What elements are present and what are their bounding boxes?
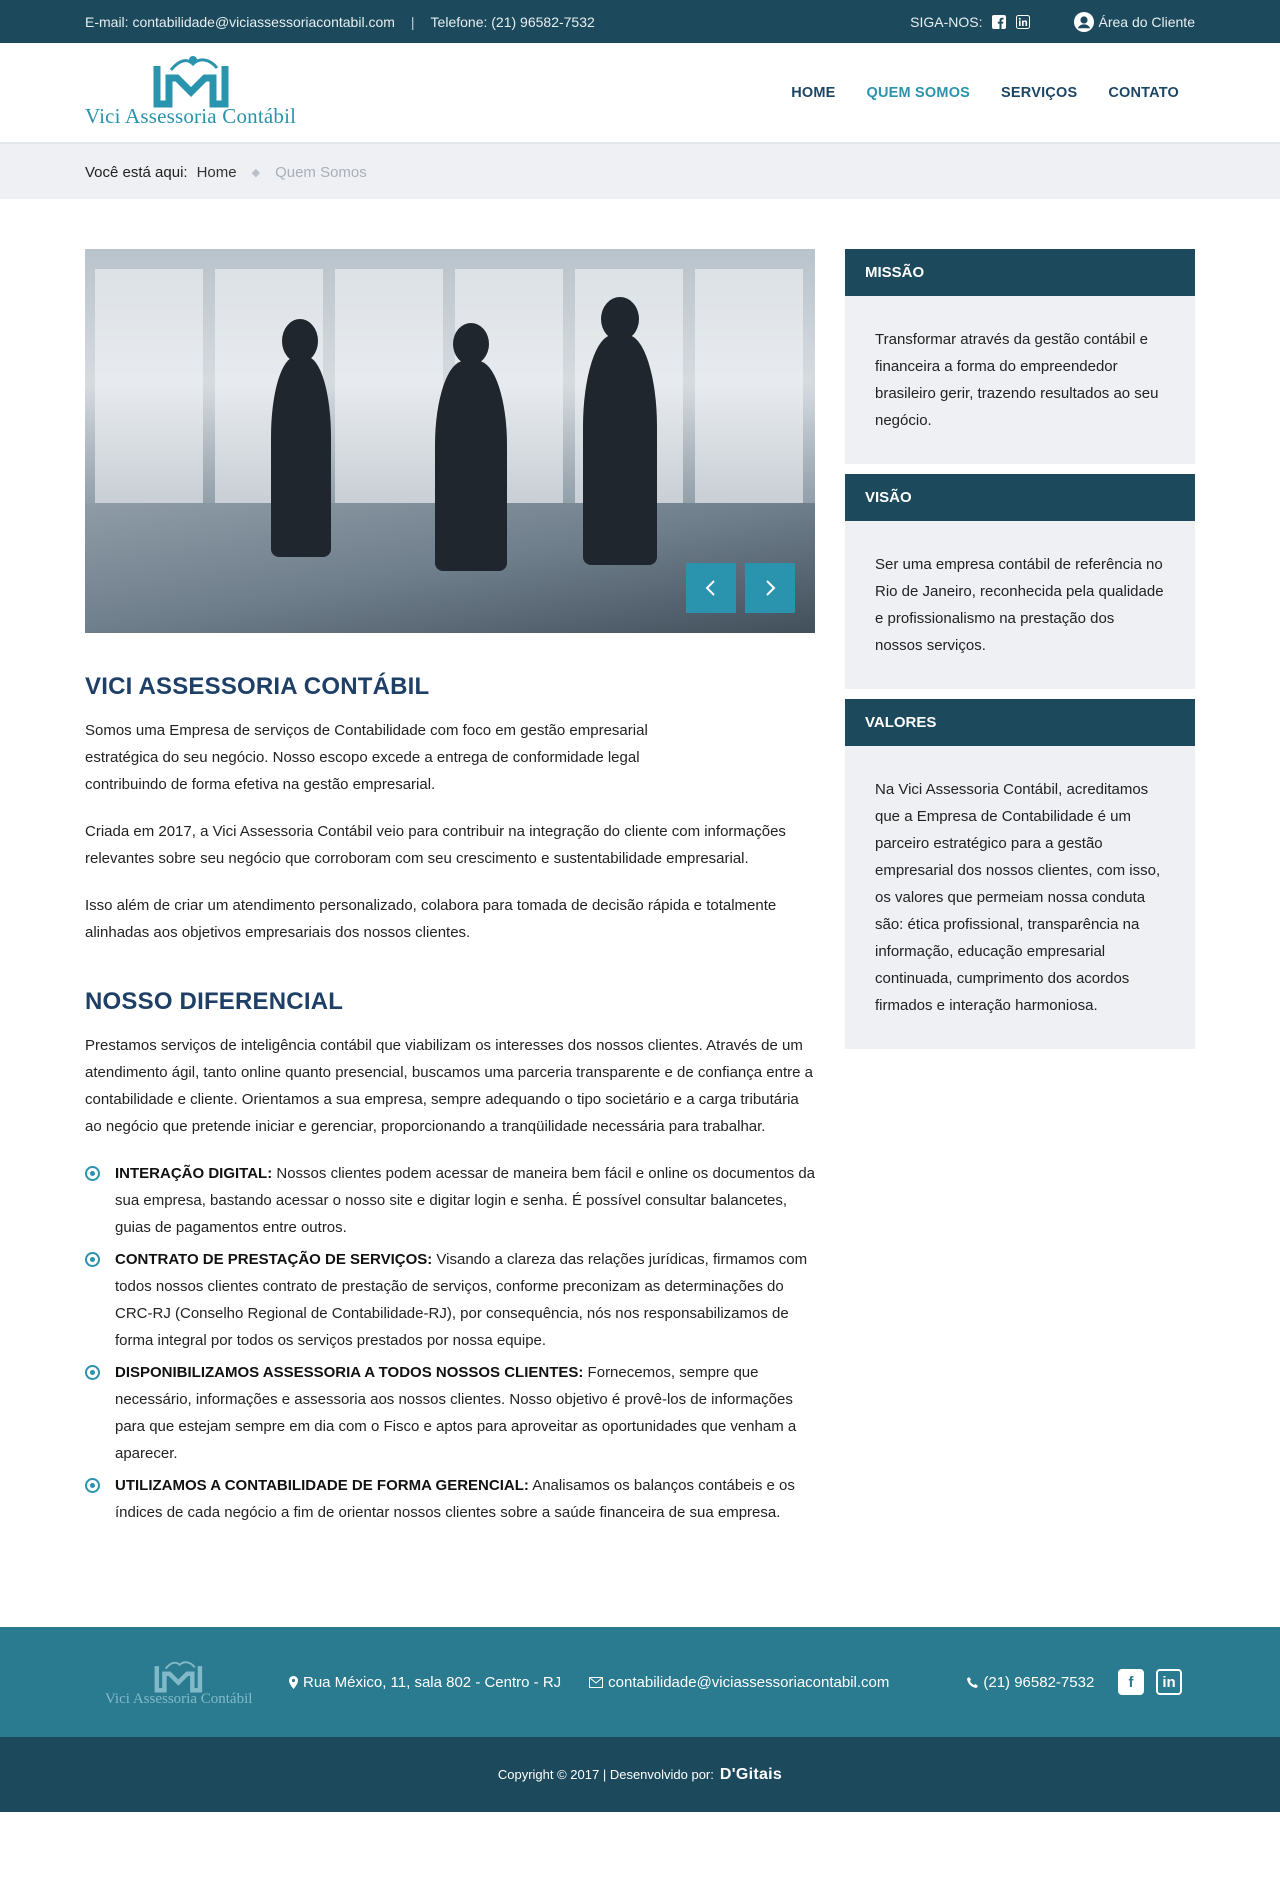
footer-logo-text: Vici Assessoria Contábil <box>105 1690 253 1707</box>
mission-title: MISSÃO <box>845 249 1195 296</box>
list-item <box>85 1246 815 1354</box>
differential-title: NOSSO DIFERENCIAL <box>85 988 344 1015</box>
list-item-text: Fornecemos, sempre que necessário, informações e assessoria aos nossos clientes. Nosso objetivo é provê-los de informações para que estejam sempre em dia com o Fisco e aptos para aproveitar as oportunidades que venham a aparecer. <box>115 1364 797 1462</box>
breadcrumb-current: Quem Somos <box>275 163 367 181</box>
vision-title: VISÃO <box>845 474 1195 521</box>
main-nav <box>791 85 1179 101</box>
mission-box <box>845 249 1195 464</box>
target-bullet-icon <box>85 1252 100 1267</box>
about-paragraph: Criada em 2017, a Vici Assessoria Contábil veio para contribuir na integração do cliente com informações relevantes sobre seu negócio que corroboram com seu crescimento e sustentabilidade empresarial. <box>85 823 786 867</box>
logo-mark-icon <box>151 52 233 108</box>
nav-servicos[interactable]: SERVIÇOS <box>1001 85 1078 101</box>
list-item-title: INTERAÇÃO DIGITAL: <box>115 1165 273 1182</box>
logo-text: Vici Assessoria Contábil <box>85 103 297 128</box>
chevron-left-icon <box>704 579 718 597</box>
slider-person-decor <box>271 357 331 557</box>
top-phone[interactable]: Telefone: (21) 96582-7532 <box>430 13 595 30</box>
breadcrumb-label: Você está aqui: <box>85 163 188 181</box>
top-divider: | <box>410 13 415 30</box>
linkedin-icon[interactable] <box>1016 15 1030 29</box>
user-icon <box>1074 12 1094 32</box>
footer-logo[interactable] <box>105 1657 265 1708</box>
site-footer <box>0 1627 1280 1737</box>
slider-window-decor <box>95 269 203 519</box>
site-logo[interactable] <box>85 58 296 129</box>
list-item-text: Visando a clareza das relações jurídicas, firmamos com todos nossos clientes contrato de prestação de serviços, conforme preconizam as determinações do CRC-RJ (Conselho Regional de Contabilidade-RJ), por consequência, nós nos responsabilizamos de forma integral por todos os serviços prestados por nossa equipe. <box>115 1251 808 1349</box>
nav-quem-somos[interactable]: QUEM SOMOS <box>866 85 971 101</box>
list-item-title: CONTRATO DE PRESTAÇÃO DE SERVIÇOS: <box>115 1251 433 1268</box>
footer-email-text: contabilidade@viciassessoriacontabil.com <box>608 1673 890 1691</box>
copyright-bar <box>0 1737 1280 1812</box>
footer-address <box>289 1674 561 1691</box>
facebook-icon[interactable] <box>992 15 1006 29</box>
list-item <box>85 1359 815 1467</box>
list-item <box>85 1160 815 1241</box>
values-title: VALORES <box>845 699 1195 746</box>
list-item-text: Analisamos os balanços contábeis e os índices de cada negócio a fim de orientar nossos clientes sobre a saúde financeira de sua empresa. <box>115 1477 795 1521</box>
vision-box <box>845 474 1195 689</box>
list-item-text: Nossos clientes podem acessar de maneira bem fácil e online os documentos da sua empresa, bastando acessar o nosso site e digitar login e senha. É possível consultar balancetes, guias de pagamentos entre outros. <box>115 1165 816 1236</box>
footer-phone[interactable] <box>967 1674 1094 1691</box>
copyright-text: Copyright © 2017 | Desenvolvido por: <box>497 1767 714 1782</box>
values-text: Na Vici Assessoria Contábil, acreditamos que a Empresa de Contabilidade é um parceiro estratégico para a gestão empresarial dos nossos clientes, com isso, os valores que permeiam nossa conduta são: ética profissional, transparência na informação, educação empresarial continuada, cumprimento dos acordos firmados e interação harmoniosa. <box>845 746 1195 1049</box>
slider-window-decor <box>335 269 443 519</box>
target-bullet-icon <box>85 1478 100 1493</box>
slider-person-decor <box>583 335 657 565</box>
mission-text: Transformar através da gestão contábil e financeira a forma do empreendedor brasileiro gerir, trazendo resultados ao seu negócio. <box>845 296 1195 464</box>
envelope-icon <box>589 1677 603 1688</box>
target-bullet-icon <box>85 1365 100 1380</box>
client-area-label: Área do Cliente <box>1098 13 1195 30</box>
list-item-title: UTILIZAMOS A CONTABILIDADE DE FORMA GERENCIAL: <box>115 1477 529 1494</box>
follow-label: SIGA-NOS: <box>910 13 983 30</box>
target-bullet-icon <box>85 1166 100 1181</box>
about-paragraph: Somos uma Empresa de serviços de Contabilidade com foco em gestão empresarial estratégica do seu negócio. Nosso escopo excede a entrega de conformidade legal contribuindo de forma efetiva na gestão empresarial. <box>85 722 648 793</box>
footer-logo-mark-icon <box>153 1657 205 1693</box>
top-bar <box>0 0 1280 43</box>
list-item <box>85 1472 815 1526</box>
slider-person-decor <box>435 361 507 571</box>
nav-home[interactable]: HOME <box>791 85 836 101</box>
slider-next-button[interactable] <box>745 563 795 613</box>
about-title: VICI ASSESSORIA CONTÁBIL <box>85 673 430 700</box>
image-slider <box>85 249 815 633</box>
footer-linkedin-icon[interactable]: in <box>1156 1669 1182 1695</box>
list-item-title: DISPONIBILIZAMOS ASSESSORIA A TODOS NOSSOS CLIENTES: <box>115 1364 584 1381</box>
sidebar <box>845 249 1195 1531</box>
differential-list <box>85 1160 815 1526</box>
vision-text: Ser uma empresa contábil de referência no Rio de Janeiro, reconhecida pela qualidade e profissionalismo na prestação dos nossos serviços. <box>845 521 1195 689</box>
values-box <box>845 699 1195 1049</box>
slider-window-decor <box>695 269 803 519</box>
breadcrumb-separator-icon: ◆ <box>251 166 261 179</box>
site-header <box>0 43 1280 143</box>
map-marker-icon <box>289 1676 298 1689</box>
breadcrumb <box>0 143 1280 199</box>
differential-intro: Prestamos serviços de inteligência contábil que viabilizam os interesses dos nossos clientes. Através de um atendimento ágil, tanto online quanto presencial, buscamos uma parceria transparente e de confiança entre a contabilidade e cliente. Orientamos a sua empresa, sempre adequando o tipo societário e a carga tributária ao negócio que pretende iniciar e gerenciar, proporcionando a tranqüilidade necessária para trabalhar. <box>85 1037 813 1135</box>
top-email[interactable]: E-mail: contabilidade@viciassessoriacontabil.com <box>85 13 395 30</box>
slider-prev-button[interactable] <box>686 563 736 613</box>
footer-address-text: Rua México, 11, sala 802 - Centro - RJ <box>303 1673 562 1691</box>
developer-brand[interactable]: D'Gitais <box>719 1765 783 1783</box>
slider-person-decor <box>453 323 489 365</box>
breadcrumb-home[interactable]: Home <box>196 163 237 181</box>
about-paragraph: Isso além de criar um atendimento personalizado, colabora para tomada de decisão rápida e totalmente alinhadas aos objetivos empresariais dos nossos clientes. <box>85 897 777 941</box>
main-content <box>0 199 1280 1531</box>
client-area-link[interactable] <box>1074 12 1195 32</box>
phone-icon <box>967 1677 978 1688</box>
chevron-right-icon <box>763 579 777 597</box>
footer-email[interactable] <box>589 1674 889 1691</box>
nav-contato[interactable]: CONTATO <box>1108 85 1179 101</box>
footer-social <box>1118 1669 1182 1695</box>
footer-facebook-icon[interactable]: f <box>1118 1669 1144 1695</box>
content-column <box>85 249 815 1531</box>
footer-phone-text: (21) 96582-7532 <box>983 1673 1095 1691</box>
